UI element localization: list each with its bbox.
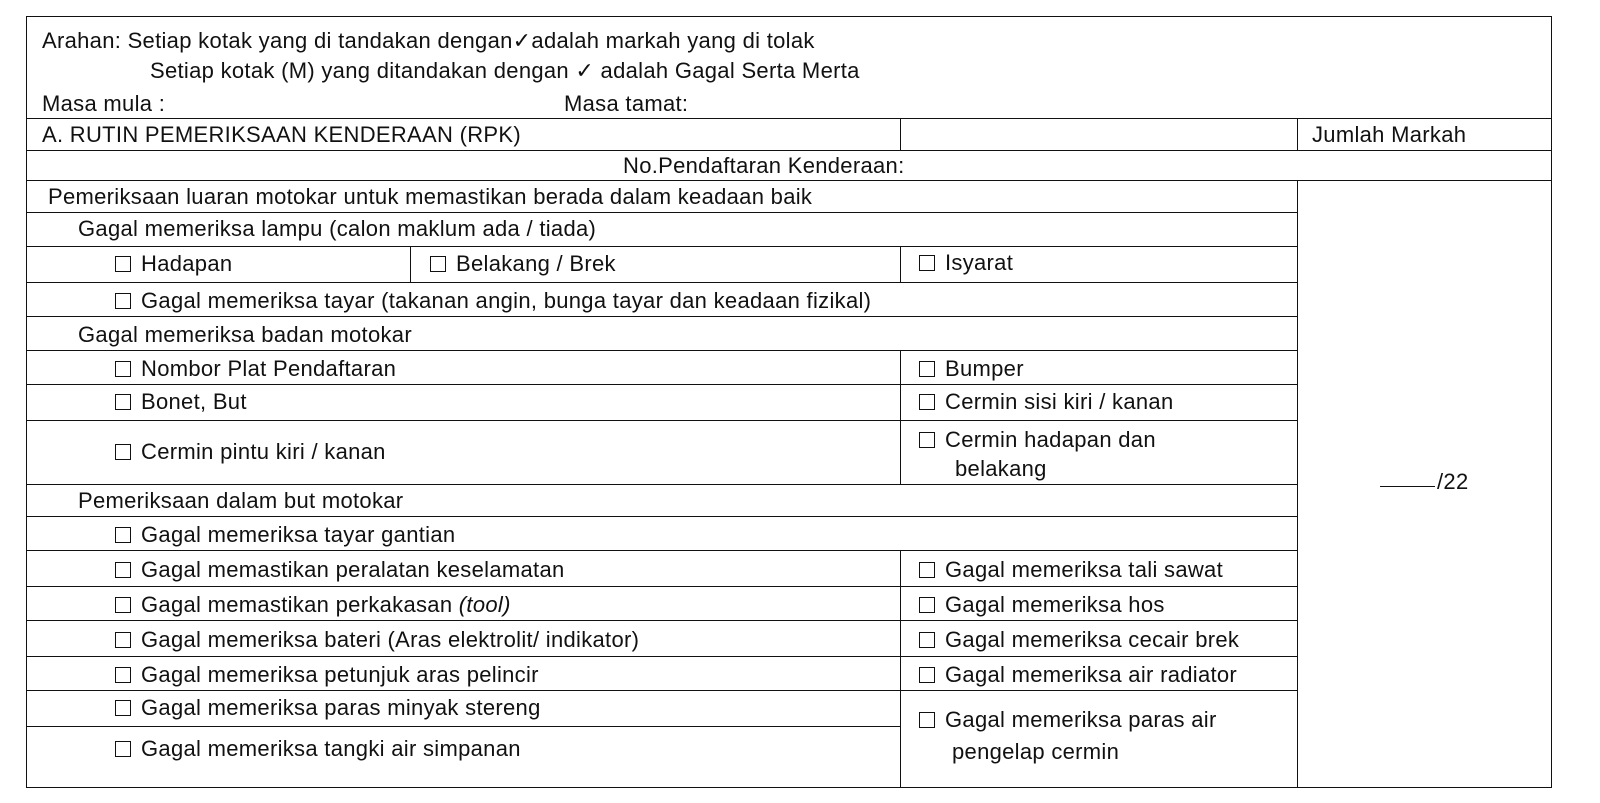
item-pengelap-cont: pengelap cermin <box>952 739 1120 764</box>
rule <box>26 246 1298 247</box>
item-label: Cermin sisi kiri / kanan <box>945 389 1174 414</box>
item-isyarat <box>919 250 1013 276</box>
instruction-2-before: Setiap kotak (M) yang ditandakan dengan <box>150 58 569 83</box>
checkbox[interactable] <box>115 700 131 716</box>
rule <box>26 586 1298 587</box>
divider <box>900 118 901 150</box>
rule <box>26 516 1298 517</box>
rule-below-registration <box>26 180 1552 181</box>
divider <box>1297 118 1298 150</box>
checkbox[interactable] <box>115 562 131 578</box>
item-label: Gagal memeriksa tayar (takanan angin, bunga tayar dan keadaan fizikal) <box>141 288 872 313</box>
item-cermin-pintu <box>115 439 386 465</box>
checkbox[interactable] <box>115 293 131 309</box>
item-label: Gagal memeriksa petunjuk aras pelincir <box>141 662 539 687</box>
checkbox[interactable] <box>430 256 446 272</box>
item-cermin-hadapan-cont: belakang <box>955 456 1047 481</box>
item-label: Gagal memeriksa tangki air simpanan <box>141 736 521 761</box>
checkbox[interactable] <box>919 361 935 377</box>
checkbox[interactable] <box>115 256 131 272</box>
rule <box>26 726 900 727</box>
item-label: Gagal memeriksa tayar gantian <box>141 522 456 547</box>
gagal-lampu-heading: Gagal memeriksa lampu (calon maklum ada / tiada) <box>78 216 597 241</box>
item-hadapan <box>115 251 232 277</box>
instruction-line-1 <box>42 28 815 55</box>
item-pengelap <box>919 707 1217 733</box>
pemeriksaan-luaran-heading: Pemeriksaan luaran motokar untuk memastikan berada dalam keadaan baik <box>48 184 813 209</box>
checkbox[interactable] <box>115 667 131 683</box>
rule <box>26 484 1298 485</box>
checkbox[interactable] <box>115 394 131 410</box>
instruction-1-after: adalah markah yang di tolak <box>531 28 815 53</box>
item-belakang-brek <box>430 251 616 277</box>
rule <box>26 420 1298 421</box>
pemeriksaan-but-heading: Pemeriksaan dalam but motokar <box>78 488 404 513</box>
tick-icon: ✓ <box>575 59 595 84</box>
item-perkakasan <box>115 592 511 618</box>
checkbox[interactable] <box>919 712 935 728</box>
item-tali-sawat <box>919 557 1223 583</box>
item-label: Bumper <box>945 356 1024 381</box>
divider <box>900 350 901 484</box>
rule <box>26 690 1298 691</box>
item-label: Gagal memastikan perkakasan <box>141 592 453 617</box>
item-pelincir <box>115 662 539 688</box>
item-label: Hadapan <box>141 251 233 276</box>
masa-tamat-label: Masa tamat: <box>564 91 689 116</box>
rule <box>26 550 1298 551</box>
divider <box>410 246 411 282</box>
item-tangki <box>115 736 521 762</box>
arahan-label: Arahan: <box>42 28 122 53</box>
item-label: Cermin hadapan dan <box>945 427 1156 452</box>
item-peralatan <box>115 557 565 583</box>
item-tayar-gantian <box>115 522 455 548</box>
checkbox[interactable] <box>919 432 935 448</box>
item-hos <box>919 592 1165 618</box>
jumlah-markah-label: Jumlah Markah <box>1312 122 1467 147</box>
score-total-label: /22 <box>1437 469 1469 494</box>
item-cermin-sisi <box>919 389 1173 415</box>
checkbox[interactable] <box>115 597 131 613</box>
score-column-divider <box>1297 180 1298 788</box>
item-label: Gagal memeriksa hos <box>945 592 1165 617</box>
checkbox[interactable] <box>115 444 131 460</box>
rule <box>26 350 1298 351</box>
rule <box>26 384 1298 385</box>
instruction-1-before: Setiap kotak yang di tandakan dengan <box>127 28 513 53</box>
score-blank[interactable] <box>1380 486 1435 487</box>
item-label-italic: (tool) <box>458 592 511 617</box>
item-bonet-but <box>115 389 247 415</box>
item-label: Gagal memeriksa air radiator <box>945 662 1238 687</box>
checkbox[interactable] <box>919 632 935 648</box>
item-label: Gagal memeriksa bateri (Aras elektrolit/ indikator) <box>141 627 640 652</box>
checkbox[interactable] <box>115 632 131 648</box>
item-label: Bonet, But <box>141 389 247 414</box>
item-gagal-tayar <box>115 288 871 314</box>
instruction-2-after: adalah Gagal Serta Merta <box>600 58 860 83</box>
checkbox[interactable] <box>115 361 131 377</box>
item-label: Gagal memeriksa tali sawat <box>945 557 1224 582</box>
masa-mula-label: Masa mula : <box>42 91 166 116</box>
rule-below-section-title <box>26 150 1552 151</box>
item-stereng <box>115 695 541 721</box>
rule <box>26 316 1298 317</box>
item-bateri <box>115 627 639 653</box>
instruction-line-2 <box>150 58 860 85</box>
rule <box>26 282 1298 283</box>
item-label: Nombor Plat Pendaftaran <box>141 356 397 381</box>
item-bumper <box>919 356 1024 382</box>
item-label: Gagal memeriksa paras minyak stereng <box>141 695 541 720</box>
item-label: Gagal memeriksa cecair brek <box>945 627 1240 652</box>
checkbox[interactable] <box>115 741 131 757</box>
rule-below-header <box>26 118 1552 119</box>
score-total <box>1380 469 1468 495</box>
rule <box>26 212 1298 213</box>
checkbox[interactable] <box>919 597 935 613</box>
no-pendaftaran-label: No.Pendaftaran Kenderaan: <box>623 153 905 178</box>
item-radiator <box>919 662 1237 688</box>
checkbox[interactable] <box>919 255 935 271</box>
tick-icon: ✓ <box>512 29 532 54</box>
item-label: Gagal memeriksa paras air <box>945 707 1217 732</box>
item-cermin-hadapan <box>919 427 1156 453</box>
divider <box>900 550 901 788</box>
item-label: Isyarat <box>945 250 1014 275</box>
gagal-badan-heading: Gagal memeriksa badan motokar <box>78 322 412 347</box>
item-cecair-brek <box>919 627 1239 653</box>
checkbox[interactable] <box>919 562 935 578</box>
item-label: Cermin pintu kiri / kanan <box>141 439 386 464</box>
divider <box>900 246 901 282</box>
checkbox[interactable] <box>919 667 935 683</box>
checkbox[interactable] <box>919 394 935 410</box>
item-label: Gagal memastikan peralatan keselamatan <box>141 557 565 582</box>
checkbox[interactable] <box>115 527 131 543</box>
rule <box>26 620 1298 621</box>
section-title: A. RUTIN PEMERIKSAAN KENDERAAN (RPK) <box>42 122 521 147</box>
item-label: Belakang / Brek <box>456 251 616 276</box>
rule <box>26 656 1298 657</box>
item-nombor-plat <box>115 356 396 382</box>
